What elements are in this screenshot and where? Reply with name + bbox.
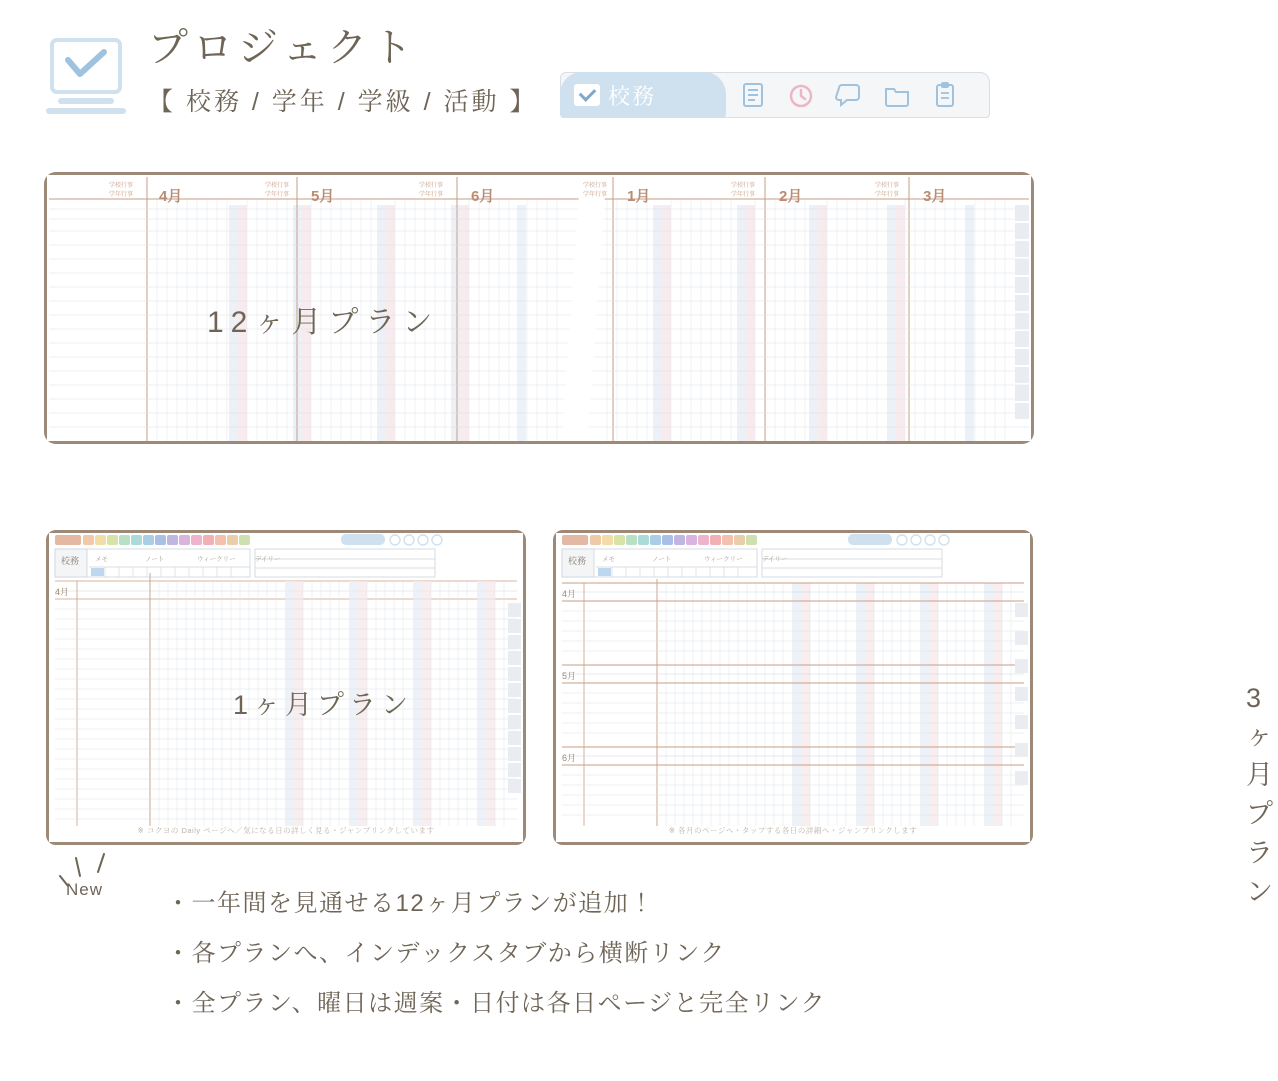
- plan3-tab-label[interactable]: 校務: [568, 556, 587, 566]
- plan-3-month-label: 3ヶ月プラン: [1246, 683, 1278, 907]
- plan3-month-label-4[interactable]: 4月: [562, 589, 577, 599]
- plan1-col-head-memo: メモ: [95, 556, 108, 563]
- plan3-col-head-weekly: ウィークリー: [704, 556, 743, 563]
- plan-12-grid: [47, 175, 1031, 441]
- plan1-footnote: ※ コクヨの Daily ページへ／気になる日の詳しく見る・ジャンプリンクしています: [137, 826, 435, 835]
- plan3-footnote: ※ 各月のページへ・タップする各日の詳細へ・ジャンプリンクします: [668, 826, 918, 835]
- bullet-1: ・一年間を見通せる12ヶ月プランが追加！: [166, 890, 655, 917]
- row-head-school-2: 学校行事: [265, 183, 290, 189]
- row-head-school-5: 学校行事: [731, 183, 756, 189]
- row-head-school: 学校行事: [109, 183, 134, 189]
- plan3-col-head-note: ノート: [652, 556, 672, 563]
- plan1-col-head-note: ノート: [145, 556, 165, 563]
- chat-icon[interactable]: [834, 80, 864, 110]
- title-block: [148, 26, 537, 118]
- feature-bullet-list: [166, 892, 826, 1042]
- note-icon[interactable]: [738, 80, 768, 110]
- month-heading-2[interactable]: 2月: [779, 188, 803, 205]
- plan3-col-head-memo: メモ: [602, 556, 615, 563]
- category-tab-strip[interactable]: [560, 72, 990, 118]
- clipboard-icon[interactable]: [930, 80, 960, 110]
- row-head-grade-4: 学年行事: [583, 192, 608, 198]
- page-title: プロジェクト: [148, 26, 418, 70]
- plan-1-month-spread[interactable]: [46, 530, 526, 845]
- month-heading-3[interactable]: 3月: [923, 188, 947, 205]
- row-head-school-6: 学校行事: [875, 183, 900, 189]
- bullet-3: ・全プラン、曜日は週案・日付は各日ページと完全リンク: [166, 990, 827, 1017]
- month-heading-5[interactable]: 5月: [311, 188, 335, 205]
- plan-3-month-spread[interactable]: [553, 530, 1278, 907]
- row-head-grade-5: 学年行事: [731, 192, 756, 198]
- clock-icon[interactable]: [786, 80, 816, 110]
- bullet-2: ・各プランへ、インデックスタブから横断リンク: [166, 940, 726, 967]
- row-head-school-3: 学校行事: [419, 183, 444, 189]
- laptop-check-icon: [38, 28, 134, 124]
- new-badge: New: [66, 880, 104, 899]
- plan3-month-label-5[interactable]: 5月: [562, 671, 577, 681]
- plan1-month-label[interactable]: 4月: [55, 587, 70, 597]
- row-head-grade-3: 学年行事: [419, 192, 444, 198]
- page-subtitle: 【 校務 / 学年 / 学級 / 活動 】: [148, 88, 538, 116]
- plan1-col-head-daily: デイリー: [255, 556, 281, 563]
- row-head-school-4: 学校行事: [583, 183, 608, 189]
- plan3-col-head-daily: デイリー: [762, 556, 788, 563]
- page-header: [0, 0, 1081, 150]
- plan-12-month-spread[interactable]: [44, 172, 1034, 444]
- plan-3-grid: [556, 533, 1030, 842]
- tab-koumu-label: 校務: [608, 83, 657, 109]
- plan1-col-head-weekly: ウィークリー: [197, 556, 236, 563]
- tab-icon-row[interactable]: [738, 72, 960, 118]
- plan-1-month-label: 1ヶ月プラン: [233, 690, 414, 720]
- plan3-month-label-6[interactable]: 6月: [562, 753, 577, 763]
- row-head-grade-6: 学年行事: [875, 192, 900, 198]
- tab-koumu[interactable]: [560, 72, 726, 118]
- plan-12-month-label: 12ヶ月プラン: [207, 306, 440, 339]
- month-heading-4[interactable]: 4月: [159, 188, 183, 205]
- plan1-tab-label[interactable]: 校務: [61, 556, 80, 566]
- laptop-check-icon: [574, 84, 600, 106]
- month-heading-6[interactable]: 6月: [471, 188, 495, 205]
- month-heading-1[interactable]: 1月: [627, 188, 651, 205]
- row-head-grade: 学年行事: [109, 192, 134, 198]
- row-head-grade-2: 学年行事: [265, 192, 290, 198]
- folder-icon[interactable]: [882, 80, 912, 110]
